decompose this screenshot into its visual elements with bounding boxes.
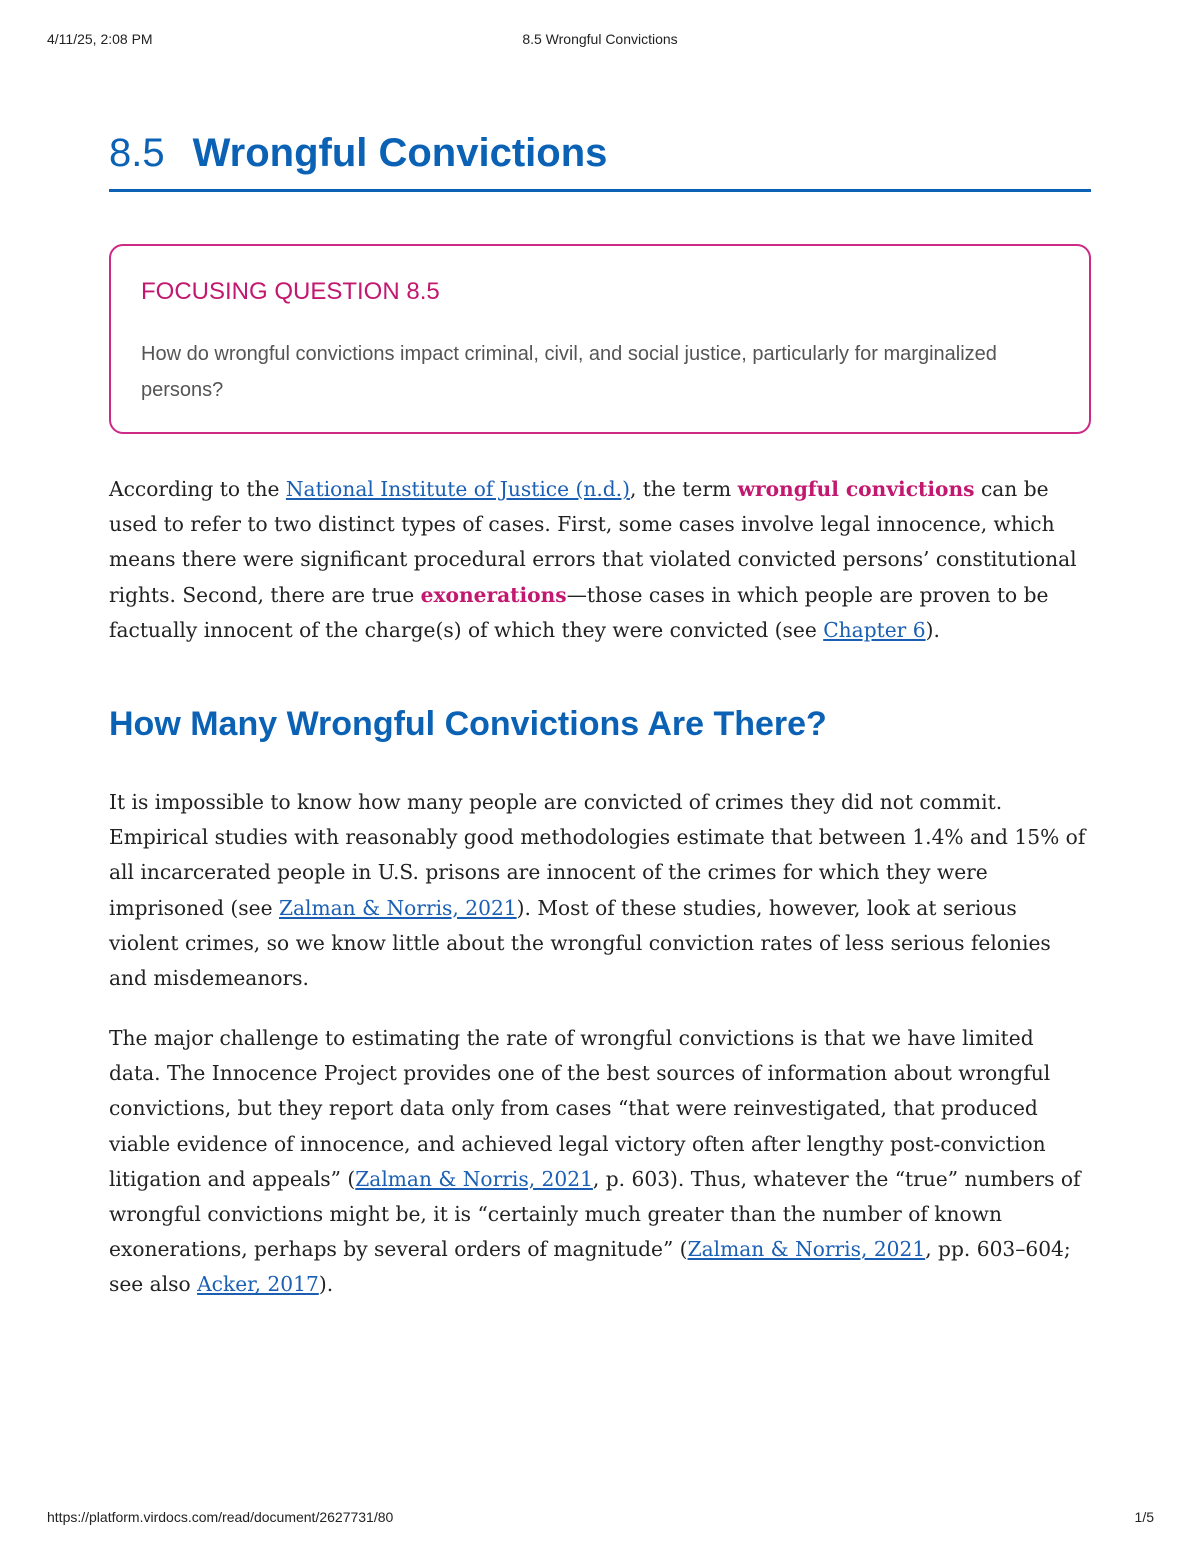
- section-number: 8.5: [109, 131, 165, 175]
- term-wrongful-convictions: wrongful convictions: [737, 477, 975, 501]
- text-run: It is impossible to know how many people are convicted of crimes they did not commit. Empirical studies with reasonably good methodologies estimate that between 1.4% and 15% of all incarcerated people in U.S. prisons are innocent of the crimes for which they were imprisoned (see: [109, 790, 1086, 920]
- link-national-institute-of-justice[interactable]: National Institute of Justice (n.d.): [285, 477, 630, 501]
- link-zalman-norris-2021[interactable]: Zalman & Norris, 2021: [355, 1166, 593, 1191]
- text-run: ). Most of these studies, however, look at serious violent crimes, so we know little about the wrongful conviction rates of less serious felonies and misdemeanors.: [109, 895, 1051, 991]
- link-zalman-norris-2021[interactable]: Zalman & Norris, 2021: [687, 1237, 926, 1262]
- section-title-text: Wrongful Convictions: [192, 131, 608, 175]
- print-header-datetime: 4/11/25, 2:08 PM: [47, 31, 153, 47]
- print-footer-url: https://platform.virdocs.com/read/document/2627731/80: [47, 1509, 394, 1525]
- print-footer-page-number: 1/5: [1134, 1509, 1154, 1525]
- title-divider: [109, 189, 1091, 192]
- text-run: ).: [318, 1272, 334, 1297]
- text-run: , p. 603). Thus, whatever the “true” numbers of wrongful convictions might be, it is “certainly much greater than the number of known exonerations, perhaps by several orders of magnitude” (: [109, 1166, 1081, 1262]
- print-header-title: 8.5 Wrongful Convictions: [522, 31, 678, 47]
- body-paragraph: [109, 785, 1091, 996]
- term-exonerations: exonerations: [420, 582, 567, 607]
- link-zalman-norris-2021[interactable]: Zalman & Norris, 2021: [278, 895, 517, 920]
- print-footer: [0, 1509, 1200, 1527]
- text-run: According to the: [109, 477, 286, 501]
- body-paragraph: [109, 1021, 1091, 1303]
- text-run: , pp. 603–604; see also: [109, 1237, 1071, 1297]
- page-title: [109, 128, 1091, 178]
- section-heading: How Many Wrongful Convictions Are There?: [109, 705, 827, 743]
- text-run: ).: [925, 617, 940, 642]
- text-run: —those cases in which people are proven to be factually innocent of the charge(s) of which they were convicted (see: [109, 582, 1049, 642]
- link-chapter-6[interactable]: Chapter 6: [823, 617, 926, 642]
- focusing-question-text: How do wrongful convictions impact criminal, civil, and social justice, particularly for marginalized persons?: [141, 343, 997, 401]
- focusing-question-heading: FOCUSING QUESTION 8.5: [141, 278, 440, 305]
- text-run: can be used to refer to two distinct types of cases. First, some cases involve legal innocence, which means there were significant procedural errors that violated convicted persons’ constitutional rights. Second, there are true: [109, 477, 1077, 607]
- text-run: , the term: [629, 477, 738, 501]
- intro-paragraph: [109, 472, 1091, 648]
- link-acker-2017[interactable]: Acker, 2017: [197, 1272, 319, 1297]
- print-header: [0, 31, 1200, 49]
- text-run: The major challenge to estimating the rate of wrongful convictions is that we have limited data. The Innocence Project provides one of the best sources of information about wrongful convictions, but they report data only from cases “that were reinvestigated, that produced viable evidence of innocence, and achieved legal victory often after lengthy post-conviction litigation and appeals” (: [109, 1026, 1051, 1191]
